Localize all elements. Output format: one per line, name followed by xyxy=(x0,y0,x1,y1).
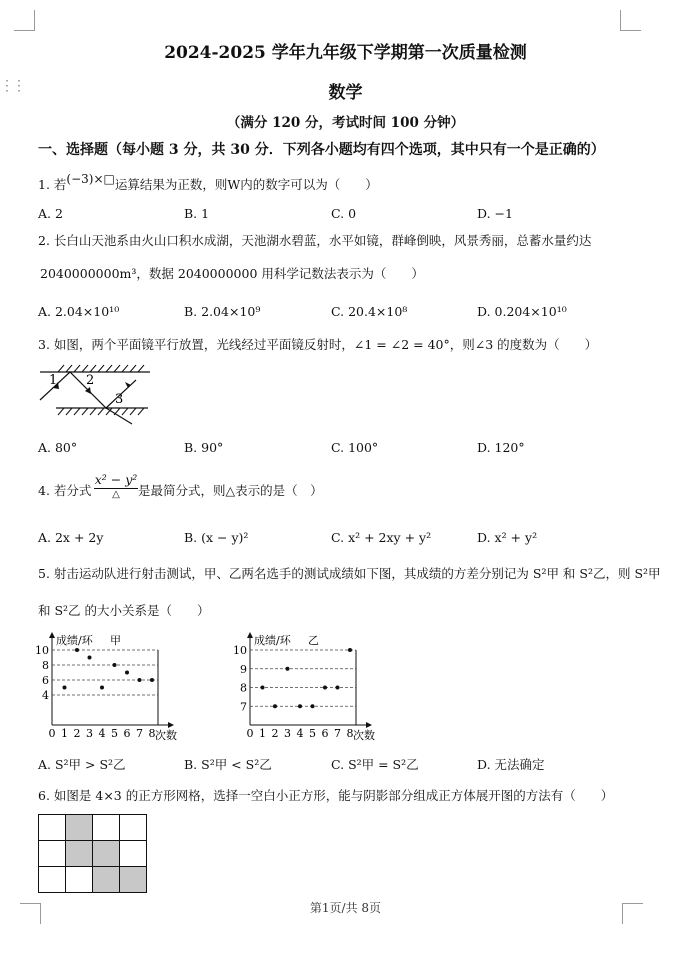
grid-cell-blank[interactable] xyxy=(93,815,120,841)
grid-cell-blank[interactable] xyxy=(120,815,147,841)
grid-cell-shaded xyxy=(66,815,93,841)
grid-cell-shaded xyxy=(120,867,147,893)
x-tick-label: 4 xyxy=(98,727,106,740)
q4-fraction xyxy=(94,472,138,500)
x-tick-label: 2 xyxy=(271,727,279,740)
q4-option-d[interactable]: D. x² + y² xyxy=(477,530,538,545)
data-point xyxy=(298,704,302,708)
q5-option-b[interactable]: B. S²甲 < S²乙 xyxy=(184,757,272,772)
q1-text: 运算结果为正数，则W内的数字可以为（ ） xyxy=(114,177,378,192)
x-tick-label: 2 xyxy=(73,727,81,740)
y-tick-label: 10 xyxy=(233,644,247,657)
drag-handle-icon[interactable]: ⋮⋮ xyxy=(0,78,24,94)
q1-option-a[interactable]: A. 2 xyxy=(38,206,63,221)
x-tick-label: 3 xyxy=(86,727,93,740)
q4-numerator: x² − y² xyxy=(94,472,138,487)
x-tick-label: 8 xyxy=(148,727,156,740)
q2-option-a[interactable]: A. 2.04×10¹⁰ xyxy=(38,304,120,319)
x-axis-arrow xyxy=(366,722,372,728)
q1-option-c[interactable]: C. 0 xyxy=(331,206,357,221)
y-axis-arrow xyxy=(247,632,253,638)
data-point xyxy=(150,678,154,682)
question-1 xyxy=(38,172,378,193)
y-tick-label: 4 xyxy=(42,689,49,702)
q3-option-b[interactable]: B. 90° xyxy=(184,440,224,455)
chart-title: 甲 xyxy=(110,634,121,647)
x-tick-label: 1 xyxy=(61,727,68,740)
y-axis-arrow xyxy=(49,632,55,638)
x-tick-label: 7 xyxy=(136,727,143,740)
data-point xyxy=(63,686,67,690)
grid-cell-blank[interactable] xyxy=(39,867,66,893)
chart-yi xyxy=(228,630,388,745)
data-point xyxy=(138,678,142,682)
subject-title: 数学 xyxy=(328,83,363,103)
q5-option-a[interactable]: A. S²甲 > S²乙 xyxy=(38,757,126,772)
question-4-prefix: 4. 若分式 xyxy=(38,483,92,498)
q2-option-c[interactable]: C. 20.4×10⁸ xyxy=(331,304,408,319)
angle-1-label: 1 xyxy=(49,373,58,388)
x-tick-label: 0 xyxy=(48,727,56,740)
data-point xyxy=(125,671,129,675)
y-tick-label: 10 xyxy=(35,644,49,657)
x-tick-label: 1 xyxy=(259,727,266,740)
question-5-line-2: 和 S²乙 的大小关系是（ ） xyxy=(38,603,210,618)
question-3: 3. 如图，两个平面镜平行放置，光线经过平面镜反射时，∠1 = ∠2 = 40°，则∠3 的度数为（ ） xyxy=(38,337,598,352)
question-4-suffix: 是最简分式，则△表示的是（ ） xyxy=(138,483,323,498)
q1-option-b[interactable]: B. 1 xyxy=(184,206,210,221)
x-tick-label: 5 xyxy=(111,727,118,740)
q3-option-d[interactable]: D. 120° xyxy=(477,440,525,455)
grid-cell-blank[interactable] xyxy=(120,841,147,867)
q2-option-d[interactable]: D. 0.204×10¹⁰ xyxy=(477,304,567,319)
question-6: 6. 如图是 4×3 的正方形网格，选择一空白小正方形，能与阴影部分组成正方体展开图的方法有（ ） xyxy=(38,788,614,803)
y-axis-label: 成绩/环 xyxy=(254,634,291,647)
data-point xyxy=(113,663,117,667)
q4-option-a[interactable]: A. 2x + 2y xyxy=(38,530,104,545)
x-axis-label: 次数 xyxy=(155,729,177,742)
x-axis-arrow xyxy=(168,722,174,728)
y-tick-label: 8 xyxy=(42,659,49,672)
q3-option-a[interactable]: A. 80° xyxy=(38,440,78,455)
data-point xyxy=(261,686,265,690)
data-point xyxy=(348,648,352,652)
data-point xyxy=(100,686,104,690)
x-tick-label: 3 xyxy=(284,727,291,740)
x-tick-label: 6 xyxy=(321,727,329,740)
q4-option-b[interactable]: B. (x − y)² xyxy=(184,530,249,545)
y-axis-label: 成绩/环 xyxy=(56,634,93,647)
q2-option-b[interactable]: B. 2.04×10⁹ xyxy=(184,304,261,319)
data-point xyxy=(286,667,290,671)
data-point xyxy=(336,686,340,690)
question-2-line-2: 2040000000m³，数据 2040000000 用科学记数法表示为（ ） xyxy=(40,266,424,281)
data-point xyxy=(88,656,92,660)
crop-mark-top-right xyxy=(620,10,641,31)
mirror-diagram xyxy=(36,362,156,428)
chart-title: 乙 xyxy=(308,634,319,647)
grid-cell-blank[interactable] xyxy=(39,815,66,841)
exam-info: （满分 120 分，考试时间 100 分钟） xyxy=(226,115,465,131)
y-tick-label: 8 xyxy=(240,681,247,695)
x-tick-label: 4 xyxy=(296,727,304,740)
y-tick-label: 6 xyxy=(42,674,49,687)
grid-cell-blank[interactable] xyxy=(39,841,66,867)
grid-cell-blank[interactable] xyxy=(66,867,93,893)
x-tick-label: 5 xyxy=(309,727,316,740)
x-axis-label: 次数 xyxy=(353,729,375,742)
q5-option-d[interactable]: D. 无法确定 xyxy=(477,757,545,772)
exam-title: 2024-2025 学年九年级下学期第一次质量检测 xyxy=(164,43,527,63)
x-tick-label: 6 xyxy=(123,727,131,740)
q6-square-grid xyxy=(38,814,147,893)
page-number: 第1页/共 8页 xyxy=(309,901,382,915)
data-point xyxy=(273,704,277,708)
x-tick-label: 8 xyxy=(346,727,354,740)
angle-2-label: 2 xyxy=(86,373,95,388)
question-5-line-1: 5. 射击运动队进行射击测试，甲、乙两名选手的测试成绩如下图，其成绩的方差分别记为 S²甲 和 S²乙，则 S²甲 xyxy=(38,566,661,581)
grid-cell-shaded xyxy=(66,841,93,867)
grid-cell-shaded xyxy=(93,841,120,867)
crop-mark-top-left xyxy=(14,10,35,31)
q4-option-c[interactable]: C. x² + 2xy + y² xyxy=(331,530,432,545)
q4-denominator: △ xyxy=(112,489,120,500)
x-tick-label: 7 xyxy=(334,727,341,740)
data-point xyxy=(75,648,79,652)
q1-option-d[interactable]: D. −1 xyxy=(477,206,513,221)
question-2-line-1: 2. 长白山天池系由火山口积水成湖，天池湖水碧蓝，水平如镜，群峰倒映，风景秀丽，总蓄水量约达 xyxy=(38,233,592,248)
chart-jia xyxy=(30,630,190,745)
grid-cell-shaded xyxy=(93,867,120,893)
angle-3-label: 3 xyxy=(115,392,124,407)
q3-option-c[interactable]: C. 100° xyxy=(331,440,379,455)
data-point xyxy=(311,704,315,708)
q1-number: 1. 若 xyxy=(38,177,67,192)
data-point xyxy=(323,686,327,690)
y-tick-label: 9 xyxy=(240,662,247,676)
q5-option-c[interactable]: C. S²甲 = S²乙 xyxy=(331,757,419,772)
section-heading: 一、选择题（每小题 3 分，共 30 分．下列各小题均有四个选项，其中只有一个是正确的） xyxy=(38,142,605,158)
q1-expression: (−3)×□ xyxy=(66,172,115,186)
x-tick-label: 0 xyxy=(246,727,254,740)
y-tick-label: 7 xyxy=(240,700,247,714)
